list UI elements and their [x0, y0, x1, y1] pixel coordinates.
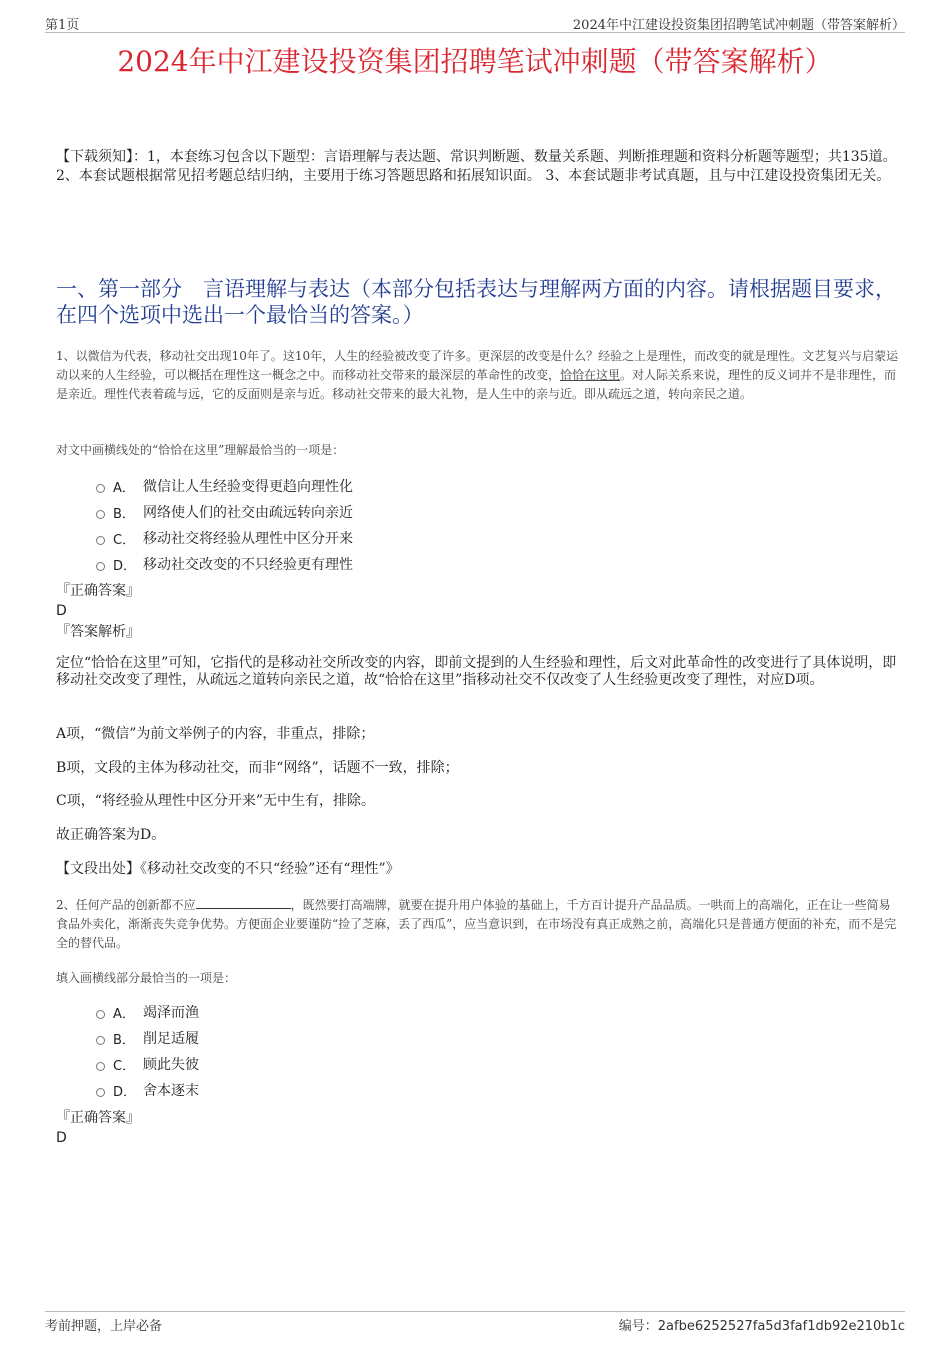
q2-option-b[interactable]: B． 削足适履 — [96, 1025, 199, 1051]
q1-answer-label: 『正确答案』 — [56, 583, 140, 599]
q1-stem-after: 。对人际关系来说，理性的反义词并不是非理性，而是亲近。理性代表着疏与远，它的反面则是亲与近。移动社交带来的最大礼物，是人生中的亲与近。即从疏远之道，转向亲民之道。 — [56, 368, 897, 401]
radio-icon[interactable] — [96, 1088, 105, 1097]
q1-analysis-b: B项，文段的主体为移动社交，而非“网络”，话题不一致，排除； — [56, 760, 459, 776]
question-2-stem — [56, 896, 900, 953]
q2-option-c[interactable]: C． 顾此失彼 — [96, 1051, 199, 1077]
q1-analysis-main: 定位“恰恰在这里”可知，它指代的是移动社交所改变的内容，即前文提到的人生经验和理性，后文对此革命性的改变进行了具体说明，即移动社交改变了理性，从疏远之道转向亲民之道，故“恰恰在这里”指移动社交不仅改变了人生经验更改变了理性，对应D项。 — [56, 655, 897, 688]
q2-answer-label: 『正确答案』 — [56, 1110, 140, 1126]
section-heading: 一、第一部分 言语理解与表达（本部分包括表达与理解两方面的内容。请根据题目要求，在四个选项中选出一个最恰当的答案。） — [56, 277, 896, 327]
radio-icon[interactable] — [96, 1036, 105, 1045]
question-1-options — [96, 473, 353, 577]
download-notice: 【下载须知】：1，本套练习包含以下题型：言语理解与表达题、常识判断题、数量关系题、判断推理题和资料分析题等题型；共135道。 2、本套试题根据常见招考题总结归纳，主要用于练习答题思路和拓展知识面。 3、本套试题非考试真题，且与中江建设投资集团无关。 — [56, 149, 897, 184]
q2-stem-before: 2、任何产品的创新都不应 — [56, 898, 196, 912]
q2-blank — [196, 896, 291, 909]
radio-icon[interactable] — [96, 562, 105, 571]
radio-icon[interactable] — [96, 484, 105, 493]
question-2-prompt: 填入画横线部分最恰当的一项是： — [56, 971, 237, 985]
page-number: 第1页 — [45, 18, 80, 33]
q1-stem-before: 1、以微信为代表，移动社交出现10年了。这10年，人生的经验被改变了许多。更深层的改变是什么？经验之上是理性，而改变的就是理性。文艺复兴与启蒙运动以来的人生经验，可以概括在理性这一概念之中。而移动社交带来的最深层的革命性的改变， — [56, 349, 899, 382]
radio-icon[interactable] — [96, 536, 105, 545]
question-2-options — [96, 999, 199, 1103]
q1-analysis-label: 『答案解析』 — [56, 624, 140, 640]
radio-icon[interactable] — [96, 1062, 105, 1071]
radio-icon[interactable] — [96, 510, 105, 519]
q2-option-a[interactable]: A． 竭泽而渔 — [96, 999, 199, 1025]
q1-option-d[interactable]: D． 移动社交改变的不只经验更有理性 — [96, 551, 353, 577]
radio-icon[interactable] — [96, 1010, 105, 1019]
footer-code: 编号：2afbe6252527fa5d3faf1db92e210b1c — [618, 1319, 905, 1334]
document-title: 2024年中江建设投资集团招聘笔试冲刺题（带答案解析） — [117, 45, 833, 78]
q1-option-a[interactable]: A． 微信让人生经验变得更趋向理性化 — [96, 473, 353, 499]
footer-slogan: 考前押题，上岸必备 — [45, 1319, 163, 1334]
question-1-prompt: 对文中画横线处的“恰恰在这里”理解最恰当的一项是： — [56, 443, 345, 457]
q1-analysis-c: C项，“将经验从理性中区分开来”无中生有，排除。 — [56, 793, 376, 809]
q2-stem-after: ，既然要打高端牌，就要在提升用户体验的基础上，千方百计提升产品品质。一哄而上的高端化，正在让一些简易食品外卖化，渐渐丧失竞争优势。方便面企业要谨防“捡了芝麻，丢了西瓜”，应当意识到，在市场没有真正成熟之前，高端化只是普通方便面的补充，而不是完全的替代品。 — [56, 898, 897, 950]
q1-analysis-conclusion: 故正确答案为D。 — [56, 827, 166, 843]
q1-answer: D — [56, 603, 67, 619]
q1-option-b[interactable]: B． 网络使人们的社交由疏远转向亲近 — [96, 499, 353, 525]
q1-stem-underlined: 恰恰在这里 — [560, 368, 621, 382]
q1-source: 【文段出处】《移动社交改变的不只“经验”还有“理性”》 — [56, 861, 400, 877]
page-footer — [45, 1311, 905, 1332]
page-header — [45, 14, 905, 33]
q2-answer: D — [56, 1130, 67, 1146]
header-doc-title: 2024年中江建设投资集团招聘笔试冲刺题（带答案解析） — [572, 18, 905, 33]
q1-analysis-a: A项，“微信”为前文举例子的内容，非重点，排除； — [56, 726, 375, 742]
q2-option-d[interactable]: D． 舍本逐末 — [96, 1077, 199, 1103]
q1-option-c[interactable]: C． 移动社交将经验从理性中区分开来 — [96, 525, 353, 551]
question-1-stem — [56, 347, 900, 404]
